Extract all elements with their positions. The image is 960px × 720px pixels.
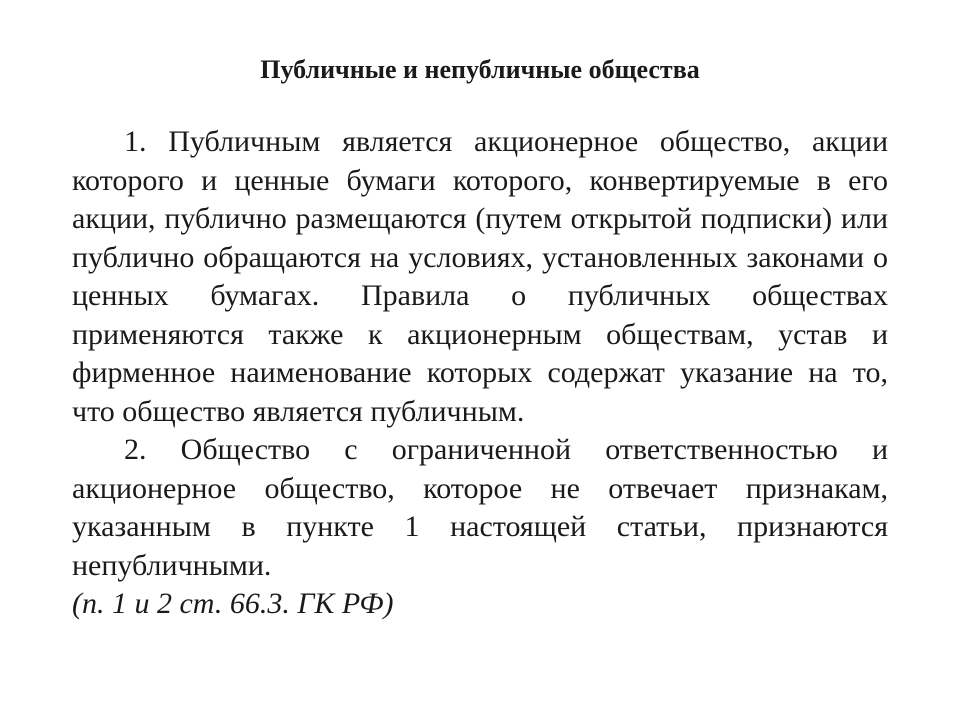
- paragraph-1: 1. Публичным является акционерное общество, акции которого и ценные бумаги которого, конвертируемые в его акции, публично размещаются (путем открытой подписки) или публично обращаются на условиях, установленных законами о ценных бумагах. Правила о публичных обществах применяются также к акционерным обществам, устав и фирменное наименование которых содержат указание на то, что общество является публичным.: [72, 125, 888, 428]
- paragraph-2: 2. Общество с ограниченной ответственностью и акционерное общество, которое не отвечает признакам, указанным в пункте 1 настоящей статьи, признаются непубличными.: [72, 433, 888, 582]
- slide-title: Публичные и непубличные общества: [260, 55, 700, 84]
- citation: (п. 1 и 2 ст. 66.3. ГК РФ): [72, 587, 394, 620]
- slide-body: [72, 123, 888, 624]
